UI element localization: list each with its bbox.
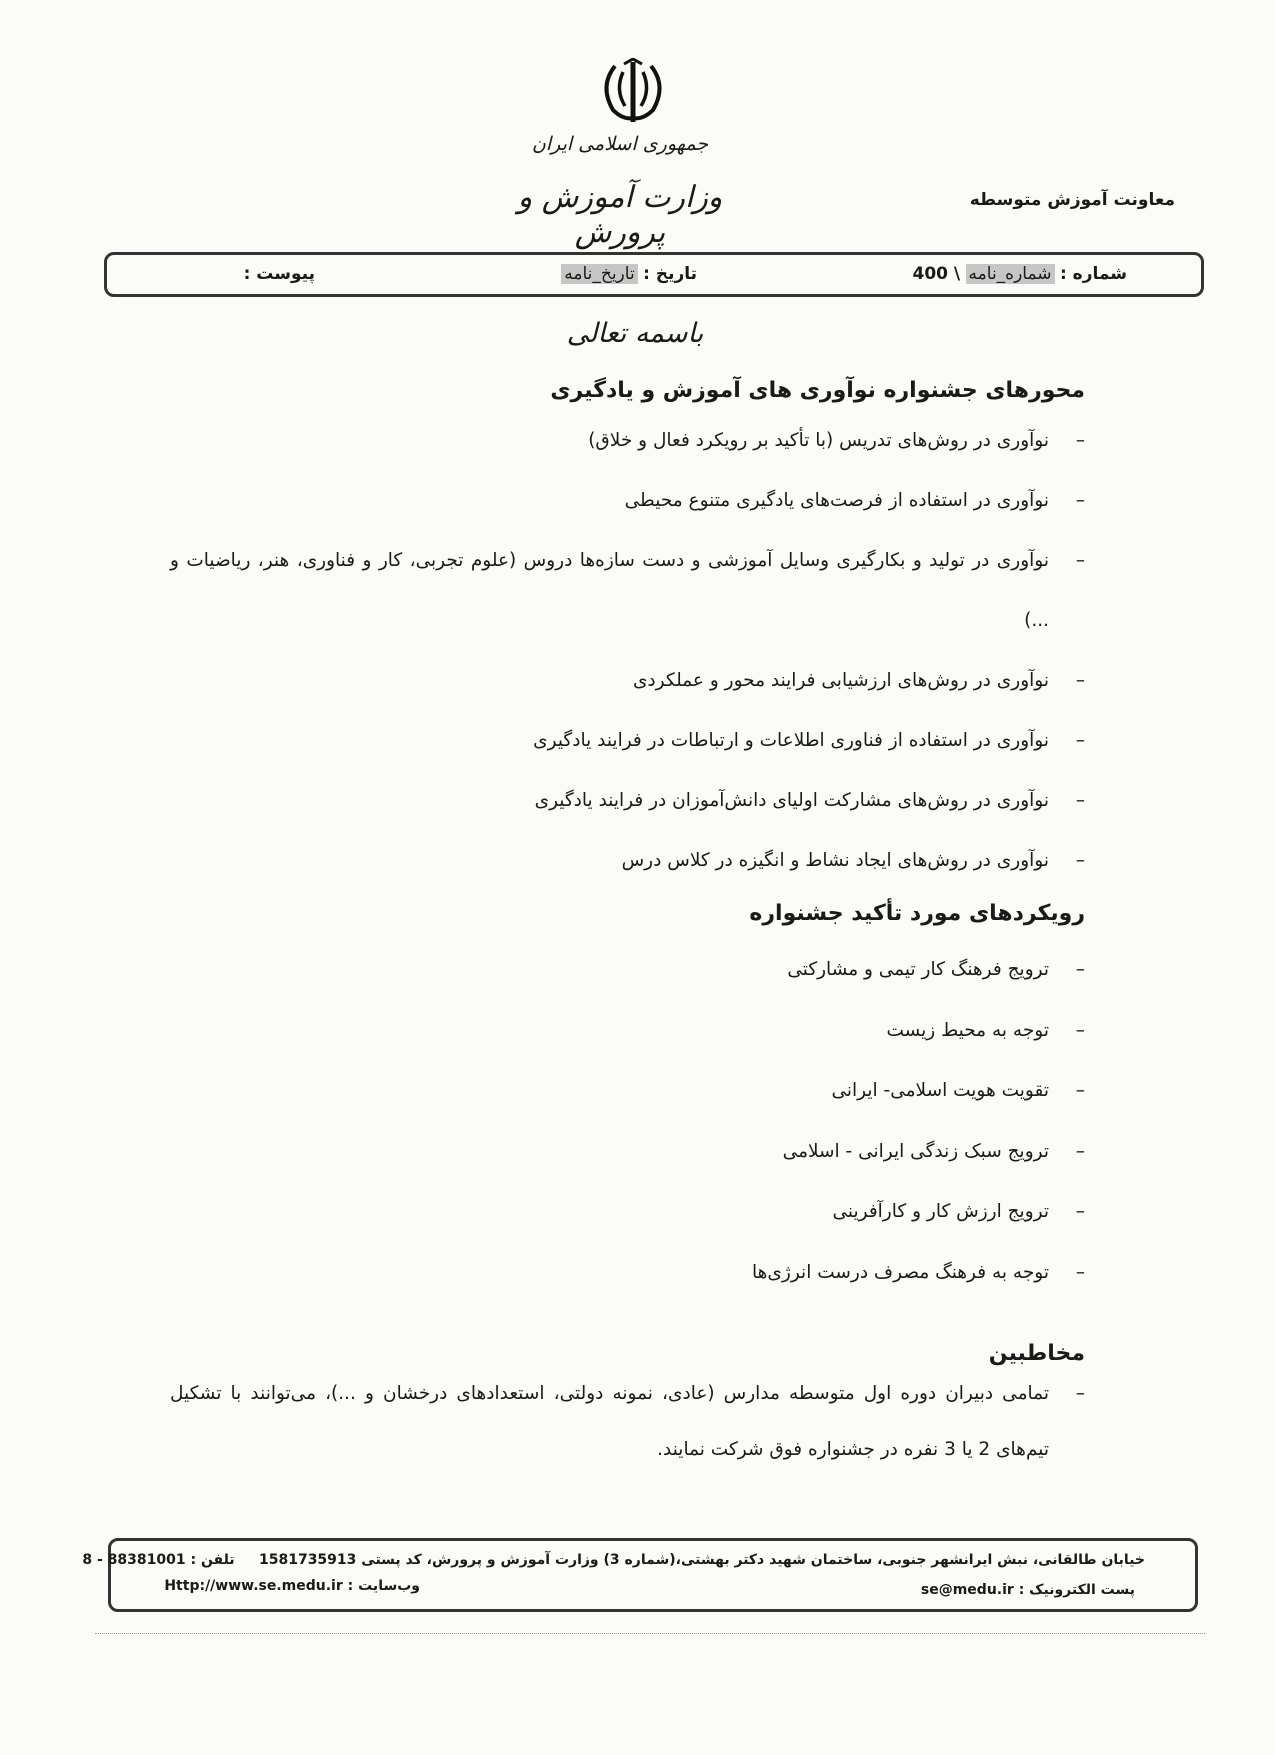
- date-field: تاریخ_نامه: [561, 264, 637, 284]
- footer-phone: 88381001 - 8: [82, 1552, 186, 1568]
- dash-bullet: –: [1075, 850, 1085, 871]
- dash-bullet: –: [1075, 959, 1085, 980]
- invocation: باسمه تعالی: [566, 318, 704, 349]
- attachment: [244, 264, 315, 284]
- dash-bullet: –: [1075, 1019, 1085, 1041]
- dash-bullet: –: [1075, 1140, 1085, 1162]
- footer-address: خیابان طالقانی، نبش ایرانشهر جنوبی، ساختمان شهید دکتر بهشتی،(شماره 3) وزارت آموزش و پرورش، کد پستی: [361, 1552, 1145, 1568]
- dash-bullet: –: [1075, 670, 1085, 691]
- number-suffix: \ 400: [912, 264, 961, 284]
- number-label: شماره :: [1059, 264, 1127, 284]
- number-field: شماره_نامه: [966, 264, 1055, 284]
- axes-title: محورهای جشنواره نوآوری های آموزش و یادگیری: [550, 378, 1085, 403]
- footer-email-label: پست الکترونیک :: [1018, 1582, 1135, 1598]
- bottom-divider: [95, 1633, 1205, 1634]
- audience-list: [170, 1366, 1085, 1478]
- list-item: – ترویج سبک زندگی ایرانی - اسلامی: [170, 1122, 1085, 1183]
- footer-website-label: وب‌سایت :: [347, 1578, 420, 1594]
- axes-section: [170, 378, 1085, 891]
- letter-number: [913, 264, 1128, 284]
- letter-date: [561, 264, 697, 284]
- list-item: – نوآوری در استفاده از فرصت‌های یادگیری متنوع محیطی: [170, 471, 1085, 531]
- date-label: تاریخ :: [643, 264, 697, 284]
- deputy-office: معاونت آموزش متوسطه: [969, 190, 1175, 210]
- list-item: – توجه به محیط زیست: [170, 1001, 1085, 1062]
- footer-postal-code: 1581735913: [258, 1552, 357, 1568]
- audience-section: [170, 1341, 1085, 1478]
- list-item: – تقویت هویت اسلامی- ایرانی: [170, 1061, 1085, 1122]
- approaches-list: [170, 940, 1085, 1303]
- attachment-label: پیوست :: [243, 264, 315, 284]
- axes-list: [170, 411, 1085, 891]
- list-item: – ترویج فرهنگ کار تیمی و مشارکتی: [170, 940, 1085, 1001]
- footer-box: [108, 1538, 1198, 1612]
- republic-name: جمهوری اسلامی ایران: [531, 133, 709, 155]
- list-item: – نوآوری در استفاده از فناوری اطلاعات و ارتباطات در فرایند یادگیری: [170, 711, 1085, 771]
- list-item: – نوآوری در روش‌های ارزشیابی فرایند محور و عملکردی: [170, 651, 1085, 711]
- list-item: – نوآوری در تولید و بکارگیری وسایل آموزشی و دست سازه‌ها دروس (علوم تجربی، کار و فناوری، هنر، ریاضیات و ...): [170, 531, 1085, 651]
- dash-bullet: –: [1075, 490, 1085, 511]
- footer-phone-label: تلفن :: [190, 1552, 235, 1568]
- approaches-title: رویکردهای مورد تأکید جشنواره: [749, 901, 1085, 926]
- approaches-section: [170, 901, 1085, 1303]
- dash-bullet: –: [1075, 1201, 1085, 1222]
- ministry-name: وزارت آموزش و پرورش: [517, 180, 723, 250]
- list-item: – ترویج ارزش کار و کارآفرینی: [170, 1182, 1085, 1243]
- footer-email[interactable]: se@medu.ir: [920, 1582, 1014, 1598]
- list-item: – تمامی دبیران دوره اول متوسطه مدارس (عادی، نمونه دولتی، استعدادهای درخشان و ...)، می‌توانند با تشکیل تیم‌های 2 یا 3 نفره در جشنواره فوق شرکت نمایند.: [170, 1366, 1085, 1478]
- list-item: – نوآوری در روش‌های تدریس (با تأکید بر رویکرد فعال و خلاق): [170, 411, 1085, 471]
- list-item: – نوآوری در روش‌های ایجاد نشاط و انگیزه در کلاس درس: [170, 831, 1085, 891]
- dash-bullet: –: [1075, 1261, 1085, 1283]
- dash-bullet: –: [1075, 1383, 1085, 1404]
- dash-bullet: –: [1075, 730, 1085, 751]
- iran-emblem-icon: [593, 58, 673, 128]
- dash-bullet: –: [1075, 1080, 1085, 1101]
- audience-title: مخاطبین: [988, 1341, 1085, 1366]
- footer-website[interactable]: Http://www.se.medu.ir: [164, 1578, 343, 1594]
- dash-bullet: –: [1075, 550, 1085, 571]
- letter-body: [170, 378, 1085, 1478]
- footer-website-line: [164, 1578, 420, 1594]
- list-item: – نوآوری در روش‌های مشارکت اولیای دانش‌آموزان در فرایند یادگیری: [170, 771, 1085, 831]
- footer-address-line: [82, 1552, 1145, 1568]
- dash-bullet: –: [1075, 790, 1085, 811]
- list-item: – توجه به فرهنگ مصرف درست انرژی‌ها: [170, 1243, 1085, 1304]
- footer-email-line: [921, 1582, 1135, 1598]
- dash-bullet: –: [1075, 430, 1085, 451]
